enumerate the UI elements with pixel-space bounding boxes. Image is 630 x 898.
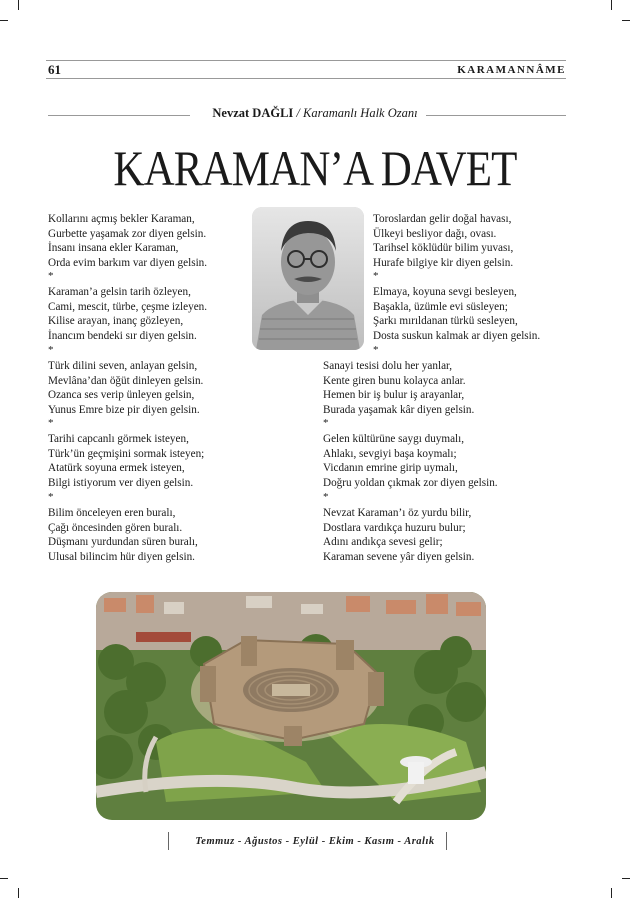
verse-line: Karaman sevene yâr diyen gelsin. — [323, 550, 475, 563]
verse-line: Kollarını açmış bekler Karaman, — [48, 213, 195, 225]
stanza-separator: * — [48, 417, 54, 429]
verse-line: Karaman’a gelsin tarih özleyen, — [48, 286, 191, 298]
castle-aerial-image — [96, 592, 486, 820]
stanza-separator: * — [48, 491, 54, 503]
verse-line: Tarihi capcanlı görmek isteyen, — [48, 433, 189, 445]
poem-title: KARAMAN’A DAVET — [113, 140, 517, 196]
crop-mark — [611, 0, 612, 10]
verse-line: Ulusal bilincim hür diyen gelsin. — [48, 550, 195, 563]
stanza — [48, 285, 207, 343]
verse-line: Türk dilini seven, anlayan gelsin, — [48, 360, 198, 372]
verse-line: Kilise arayan, inanç gözleyen, — [48, 315, 184, 328]
stanza — [323, 506, 474, 564]
header-rule-top — [46, 60, 566, 61]
crop-mark — [611, 888, 612, 898]
verse-line: Türk’ün geçmişini sormak isteyen; — [48, 447, 205, 460]
stanza-separator: * — [373, 270, 379, 282]
verse-line: Atatürk soyuna ermek isteyen, — [48, 462, 185, 475]
stanza — [48, 212, 207, 270]
stanza-separator: * — [373, 344, 379, 356]
stanza-separator: * — [323, 417, 329, 429]
verse-line: Yunus Emre bize pir diyen gelsin. — [48, 403, 200, 416]
verse-line: Hemen bir iş bulur iş arayanlar, — [323, 389, 465, 402]
crop-mark — [622, 878, 630, 879]
verse-line: Düşmanı yurdundan süren buralı, — [48, 536, 198, 549]
verse-line: Dostlara vardıkça huzuru bulur; — [323, 521, 466, 534]
verse-line: Cami, mescit, türbe, çeşme izleyen. — [48, 300, 208, 313]
magazine-title: KARAMANNÂME — [457, 64, 566, 76]
verse-line: Bilim önceleyen eren buralı, — [48, 507, 176, 519]
verse-line: Kente giren bunu kolayca anlar. — [323, 374, 466, 387]
author-photo — [252, 207, 364, 350]
page-number: 61 — [48, 62, 61, 77]
stanza — [48, 506, 198, 564]
verse-line: Ahlakı, sevgiyi başa koymalı; — [323, 447, 457, 460]
stanza-separator: * — [48, 270, 54, 282]
author-name: Nevzat DAĞLI — [212, 106, 294, 120]
verse-line: Şarkı mırıldanan türkü sesleyen, — [373, 315, 518, 328]
byline-rule-right — [426, 115, 566, 116]
verse-line: Elmaya, koyuna sevgi besleyen, — [373, 286, 517, 298]
verse-line: Hurafe bilgiye kir diyen gelsin. — [373, 256, 514, 269]
stanza — [323, 359, 474, 417]
verse-line: Burada yaşamak kâr diyen gelsin. — [323, 403, 475, 416]
stanza — [323, 432, 498, 490]
verse-line: Bilgi istiyorum ver diyen gelsin. — [48, 476, 194, 489]
verse-line: Orda evim barkım var diyen gelsin. — [48, 256, 208, 269]
verse-line: Mevlâna’dan öğüt dinleyen gelsin. — [48, 374, 204, 387]
verse-line: Ozanca ses verip ünleyen gelsin, — [48, 389, 195, 402]
crop-mark — [622, 20, 630, 21]
verse-line: Nevzat Karaman’ı öz yurdu bilir, — [323, 507, 472, 519]
footer-months: Temmuz - Ağustos - Eylül - Ekim - Kasım - Aralık — [195, 836, 435, 847]
crop-mark — [0, 20, 8, 21]
stanza — [48, 432, 204, 490]
verse-line: Tarihsel köklüdür bilim yuvası, — [373, 242, 514, 255]
author-role: / Karamanlı Halk Ozanı — [296, 106, 418, 120]
verse-line: Toroslardan gelir doğal havası, — [373, 213, 512, 225]
verse-line: İnsanı insana ekler Karaman, — [48, 242, 179, 255]
verse-line: Ülkeyi besliyor dağı, ovası. — [373, 227, 497, 240]
stanza — [48, 359, 203, 417]
stanza-separator: * — [323, 491, 329, 503]
byline — [0, 106, 630, 121]
footer-bar-right — [446, 832, 447, 850]
crop-mark — [18, 888, 19, 898]
stanza-separator: * — [48, 344, 54, 356]
verse-line: Adını andıkça sevesi gelir; — [323, 536, 443, 549]
verse-line: Dosta suskun kalmak ar diyen gelsin. — [373, 329, 541, 342]
header-rule-bottom — [46, 78, 566, 79]
castle-aerial-photo — [96, 592, 486, 820]
stanza — [373, 212, 513, 270]
stanza — [373, 285, 540, 343]
verse-line: Çağı öncesinden gören buralı. — [48, 521, 183, 534]
verse-line: Başakla, üzümle evi süsleyen; — [373, 300, 508, 313]
verse-line: Gurbette yaşamak zor diyen gelsin. — [48, 227, 207, 240]
verse-line: İnancım bendeki sır diyen gelsin. — [48, 329, 197, 342]
verse-line: Vicdanın emrine girip uymalı, — [323, 462, 458, 475]
verse-line: Gelen kültürüne saygı duymalı, — [323, 433, 465, 445]
crop-mark — [0, 878, 8, 879]
verse-line: Sanayi tesisi dolu her yanlar, — [323, 360, 453, 372]
author-portrait-image — [252, 207, 364, 350]
crop-mark — [18, 0, 19, 10]
verse-line: Doğru yoldan çıkmak zor diyen gelsin. — [323, 476, 498, 489]
